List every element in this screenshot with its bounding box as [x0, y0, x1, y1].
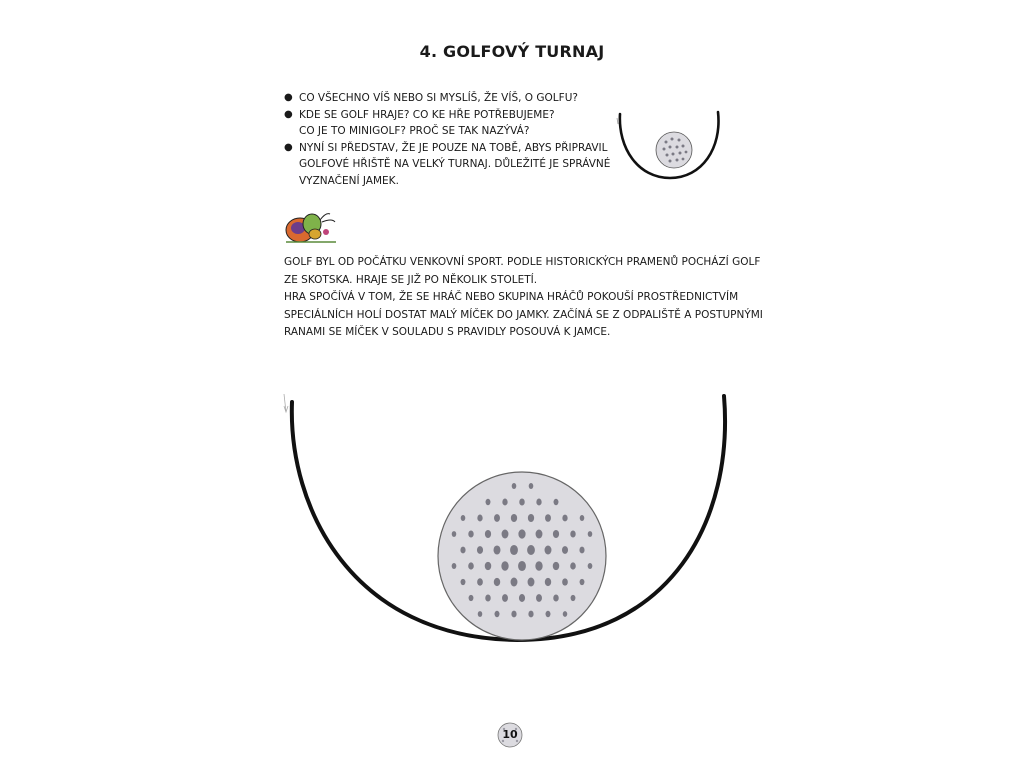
ball-dimple [580, 515, 585, 521]
paragraph-line: SPECIÁLNÍCH HOLÍ DOSTAT MALÝ MÍČEK DO JAMKY. ZAČÍNÁ SE Z ODPALIŠTĚ A POSTUPNÝMI [284, 308, 763, 321]
ball-dimple [485, 562, 491, 570]
ball-dimple [485, 530, 491, 538]
ball-dimple [485, 594, 490, 601]
ball-dimple [528, 611, 533, 618]
ball-dimple [495, 611, 500, 617]
ball-dimple [502, 530, 509, 539]
ball-dimple [461, 579, 466, 585]
ball-dimple [570, 562, 576, 569]
ball-dimple [477, 578, 483, 585]
ball-dimple [553, 594, 558, 601]
ball-dimple [501, 561, 508, 570]
ball-dimple [545, 546, 552, 555]
ball-dimple [512, 483, 517, 489]
bullet-dot-icon: ● [284, 141, 293, 153]
ball-dimple [535, 561, 542, 570]
ball-dimple [511, 514, 517, 522]
ball-dimple [452, 531, 457, 537]
question-line: GOLFOVÉ HŘIŠTĚ NA VELKÝ TURNAJ. DŮLEŽITÉ JE SPRÁVNÉ [299, 158, 611, 170]
ball-dimple [554, 499, 559, 505]
paragraph-line: ZE SKOTSKA. HRAJE SE JIŽ PO NĚKOLIK STOLETÍ. [284, 273, 538, 286]
ball-dimple [579, 547, 584, 554]
ball-dimple [469, 595, 474, 601]
ball-dimple [536, 530, 543, 539]
ball-dimple [460, 547, 465, 554]
butterfly-bug-mascot-icon [282, 208, 340, 248]
page-number: 10 [502, 728, 518, 741]
ball-dimple [510, 545, 518, 555]
question-line: NYNÍ SI PŘEDSTAV, ŽE JE POUZE NA TOBĚ, ABYS PŘIPRAVIL [299, 141, 608, 154]
paragraph-line: GOLF BYL OD POČÁTKU VENKOVNÍ SPORT. PODLE HISTORICKÝCH PRAMENŮ POCHÁZÍ GOLF [284, 256, 761, 268]
ball-dimple [519, 594, 525, 602]
ball-dimple [553, 562, 559, 570]
ball-dimple [545, 578, 551, 586]
ball-dimple [528, 578, 535, 587]
ball-dimple [511, 578, 518, 587]
ball-dimple [468, 531, 473, 538]
ball-dimple [545, 514, 551, 522]
bullet-dot-icon: ● [284, 108, 293, 120]
ball-dimple [580, 579, 585, 585]
ball-dimple [546, 611, 551, 617]
ball-dimple [529, 483, 534, 489]
ball-dimple [511, 611, 516, 618]
question-line: CO VŠECHNO VÍŠ NEBO SI MYSLÍŠ, ŽE VÍŠ, O GOLFU? [299, 92, 578, 104]
ball-dimple [527, 545, 535, 555]
golf-ball-in-hole-large-icon [272, 388, 742, 650]
ball-dimple [553, 530, 559, 538]
question-item [284, 90, 614, 107]
intro-paragraph [284, 254, 763, 342]
ball-dimple [494, 514, 500, 522]
question-item [284, 140, 614, 190]
ball-dimple [478, 611, 483, 617]
ball-dimple [486, 499, 491, 505]
ball-dimple [493, 545, 500, 554]
ball-dimple [536, 499, 541, 506]
ball-dimple [528, 514, 534, 522]
ball-dimple [588, 563, 593, 569]
ball-dimple [461, 515, 466, 521]
paragraph-line: HRA SPOČÍVÁ V TOM, ŽE SE HRÁČ NEBO SKUPINA HRÁČŮ POKOUŠÍ PROSTŘEDNICTVÍM [284, 291, 739, 304]
question-list [284, 90, 614, 189]
ball-dimple [477, 546, 483, 554]
question-item [284, 107, 614, 140]
ball-dimple [570, 531, 575, 538]
question-line: CO JE TO MINIGOLF? PROČ SE TAK NAZÝVÁ? [299, 125, 530, 137]
ball-dimple [562, 578, 568, 585]
ball-dimple [494, 578, 500, 586]
ball-dimple [571, 595, 576, 601]
paragraph-line: RANAMI SE MÍČEK V SOULADU S PRAVIDLY POSOUVÁ K JAMCE. [284, 326, 611, 339]
ball-dimple [502, 499, 507, 506]
ball-dimple [518, 561, 526, 571]
golf-ball-in-hole-small-icon [612, 108, 728, 186]
ball-dimple [452, 563, 457, 569]
ball-dimple [588, 531, 593, 537]
page-title: 4. GOLFOVÝ TURNAJ [419, 42, 605, 61]
ball-dimple [562, 546, 568, 554]
question-line: KDE SE GOLF HRAJE? CO KE HŘE POTŘEBUJEME? [299, 108, 555, 121]
ball-dimple [518, 529, 525, 538]
ball-dimple [519, 498, 524, 505]
ball-dimple [562, 515, 567, 522]
ball-dimple [468, 562, 474, 569]
ball-dimple [536, 594, 542, 602]
ball-dimple [477, 515, 482, 522]
bullet-dot-icon: ● [284, 92, 293, 103]
ball-dimple [502, 594, 508, 602]
question-line: VYZNAČENÍ JAMEK. [299, 174, 399, 187]
ball-dimple [563, 611, 568, 617]
